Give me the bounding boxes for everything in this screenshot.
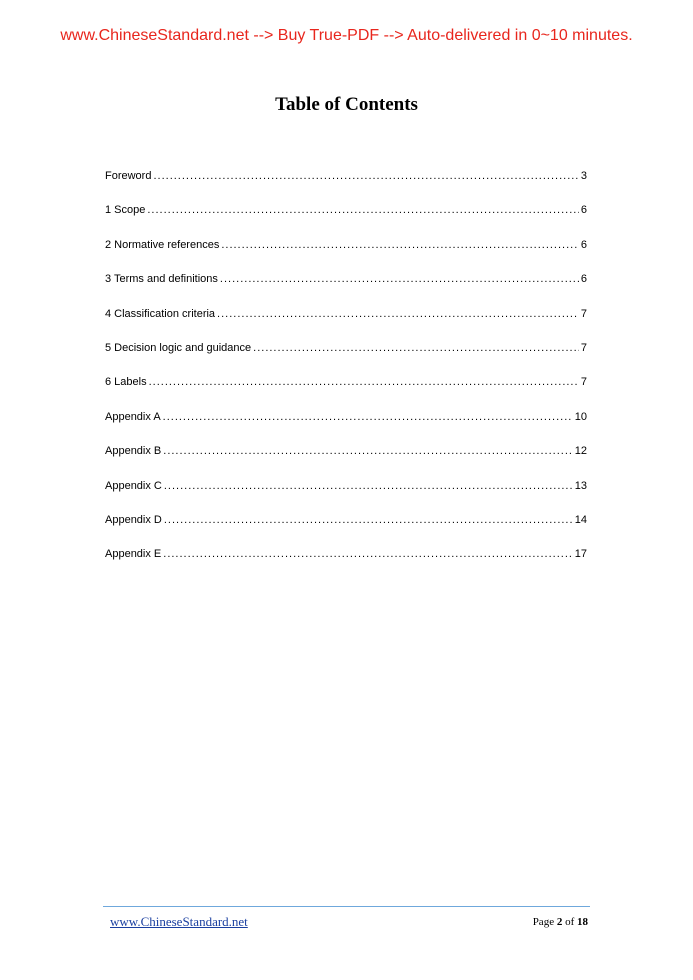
dot-leader [163, 548, 572, 560]
promo-banner[interactable]: www.ChineseStandard.net --> Buy True-PDF --> Auto-delivered in 0~10 minutes. [60, 27, 633, 44]
toc-entry-label: Appendix B [105, 445, 162, 458]
toc-entry-decision-logic[interactable] [105, 342, 587, 376]
toc-entry-normative-references[interactable] [105, 239, 587, 273]
toc-entry-label: 2 Normative references [105, 238, 220, 251]
toc-entry-labels[interactable] [105, 376, 587, 410]
toc-entry-terms-and-definitions[interactable] [105, 273, 587, 307]
page-current: 2 [556, 916, 563, 928]
toc-entry-foreword[interactable] [105, 170, 587, 204]
dot-leader [153, 170, 578, 182]
toc-entry-appendix-c[interactable] [105, 480, 587, 514]
dot-leader [163, 411, 573, 423]
toc-entry-page: 6 [580, 204, 587, 217]
toc-entry-label: Appendix C [105, 479, 162, 492]
page-title: Table of Contents [275, 94, 418, 115]
footer-divider [103, 906, 590, 907]
toc-entry-page: 6 [580, 238, 587, 251]
toc-entry-appendix-a[interactable] [105, 411, 587, 445]
toc-entry-label: Appendix D [105, 513, 162, 526]
dot-leader [149, 376, 579, 388]
dot-leader [147, 204, 579, 216]
page-of: of [565, 916, 575, 928]
dot-leader [253, 342, 579, 354]
dot-leader [221, 239, 579, 251]
toc-entry-classification-criteria[interactable] [105, 308, 587, 342]
page-number [533, 916, 588, 928]
toc-entry-page: 12 [574, 445, 587, 458]
toc-entry-label: 4 Classification criteria [105, 307, 216, 320]
toc-entry-label: 1 Scope [105, 204, 146, 217]
dot-leader [217, 308, 579, 320]
toc-entry-appendix-d[interactable] [105, 514, 587, 548]
page-total: 18 [577, 916, 588, 928]
toc-entry-page: 6 [580, 273, 587, 286]
toc-entry-page: 7 [580, 307, 587, 320]
toc-entry-label: Foreword [105, 170, 152, 182]
toc-entry-page: 17 [574, 548, 587, 561]
toc-entry-label: 6 Labels [105, 376, 147, 389]
toc-entry-page: 10 [574, 410, 587, 423]
dot-leader [164, 514, 573, 526]
toc-entry-page: 14 [574, 513, 587, 526]
footer-website-link[interactable]: www.ChineseStandard.net [110, 914, 248, 929]
toc-entry-label: Appendix A [105, 410, 161, 423]
toc-entry-label: 3 Terms and definitions [105, 273, 218, 286]
toc-entry-appendix-e[interactable] [105, 548, 587, 582]
toc-entry-label: Appendix E [105, 548, 162, 561]
dot-leader [164, 480, 573, 492]
toc-entry-page: 3 [580, 170, 587, 182]
dot-leader [220, 273, 579, 285]
toc-entry-page: 7 [580, 376, 587, 389]
toc-entry-page: 7 [580, 341, 587, 354]
toc-entry-appendix-b[interactable] [105, 445, 587, 479]
toc-entry-page: 13 [574, 479, 587, 492]
toc-entry-scope[interactable] [105, 204, 587, 238]
toc-list [105, 170, 587, 583]
toc-entry-label: 5 Decision logic and guidance [105, 341, 252, 354]
page-prefix: Page [532, 916, 555, 928]
dot-leader [163, 445, 572, 457]
